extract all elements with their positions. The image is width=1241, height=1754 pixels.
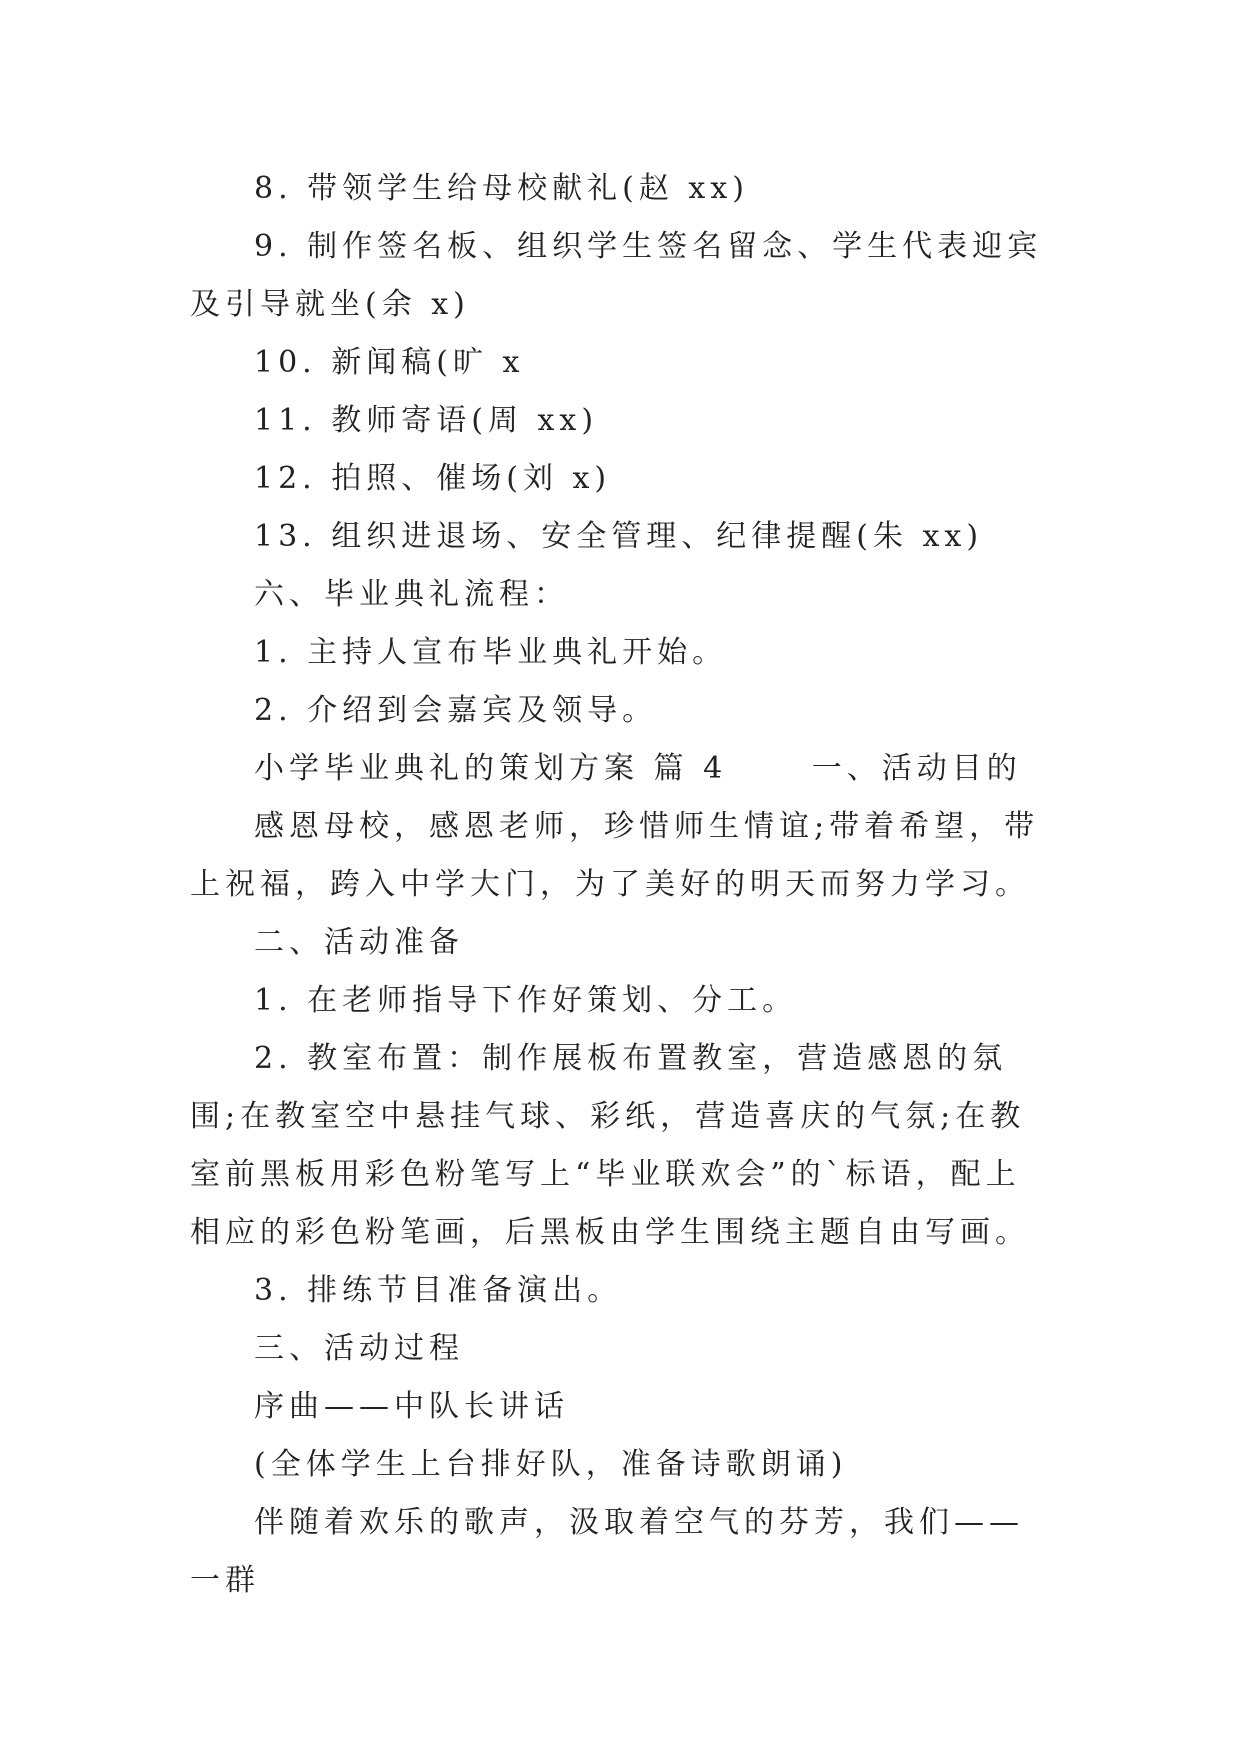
section-heading: 三、活动过程	[254, 1331, 464, 1366]
paragraph: 9. 制作签名板、组织学生签名留念、学生代表迎宾及引导就坐(余 x)	[190, 229, 1043, 322]
paragraph: 伴随着欢乐的歌声，汲取着空气的芬芳，我们——一群	[190, 1505, 1024, 1598]
paragraph: 2. 介绍到会嘉宾及领导。	[254, 693, 658, 728]
paragraph: 8. 带领学生给母校献礼(赵 xx)	[254, 171, 749, 206]
paragraph: 序曲——中队长讲话	[254, 1389, 569, 1424]
paragraph: 1. 主持人宣布毕业典礼开始。	[254, 635, 728, 670]
paragraph: 感恩母校，感恩老师，珍惜师生情谊;带着希望，带上祝福，跨入中学大门，为了美好的明天而努力学习。	[190, 809, 1040, 902]
section-heading: 二、活动准备	[254, 925, 464, 960]
document-body	[190, 160, 1050, 1610]
paragraph: 2. 教室布置：制作展板布置教室，营造感恩的氛围;在教室空中悬挂气球、彩纸，营造喜庆的气氛;在教室前黑板用彩色粉笔写上“毕业联欢会”的`标语，配上相应的彩色粉笔画，后黑板由学生围绕主题自由写画。	[190, 1041, 1030, 1250]
paragraph: 1. 在老师指导下作好策划、分工。	[254, 983, 798, 1018]
paragraph: 11. 教师寄语(周 xx)	[254, 403, 599, 438]
section-title: 小学毕业典礼的策划方案 篇 4 一、活动目的	[254, 751, 1022, 786]
paragraph: 3. 排练节目准备演出。	[254, 1273, 623, 1308]
paragraph: 13. 组织进退场、安全管理、纪律提醒(朱 xx)	[254, 519, 984, 554]
paragraph: 12. 拍照、催场(刘 x)	[254, 461, 612, 496]
paragraph: 10. 新闻稿(旷 x	[254, 345, 525, 380]
paragraph: (全体学生上台排好队，准备诗歌朗诵)	[254, 1447, 848, 1482]
section-heading: 六、毕业典礼流程：	[254, 577, 569, 612]
